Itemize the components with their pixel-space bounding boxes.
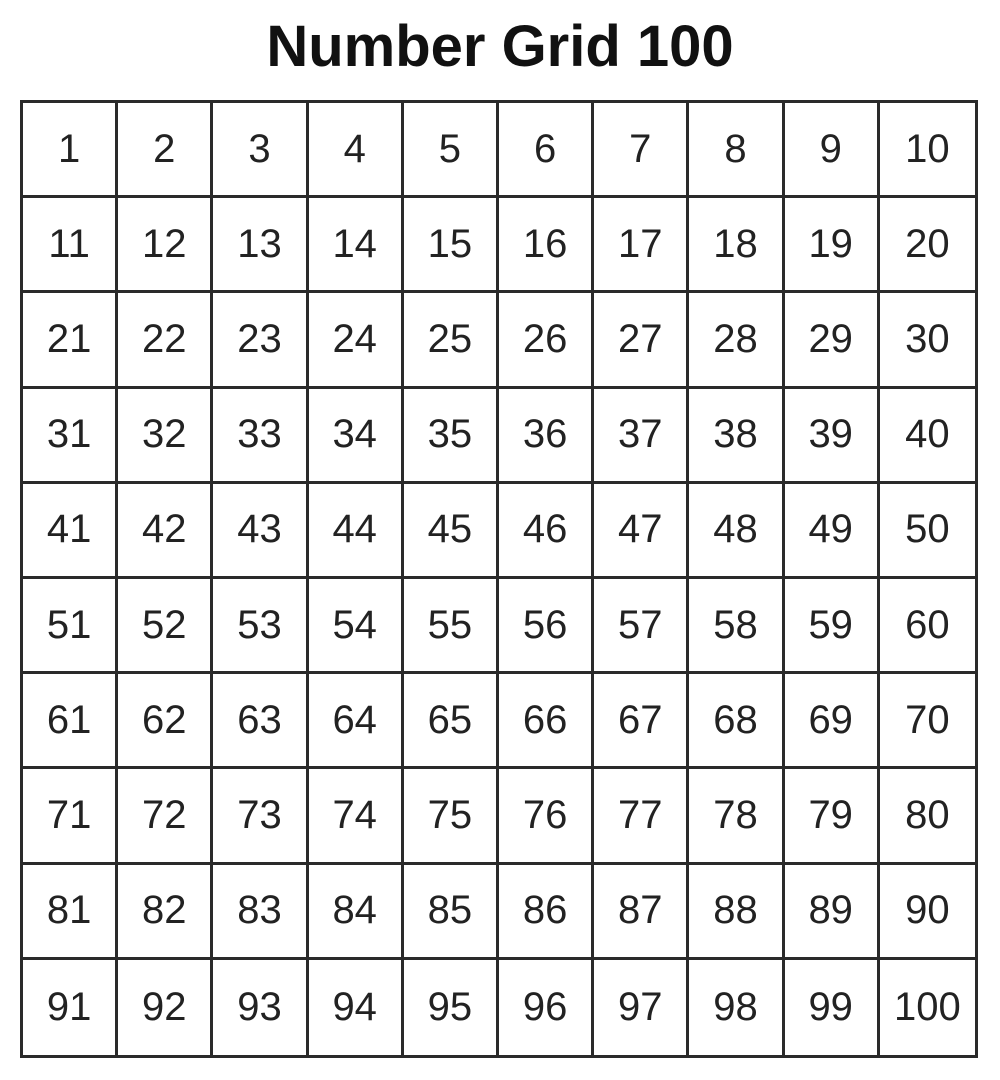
grid-cell: 96 [499, 960, 594, 1055]
page-title: Number Grid 100 [266, 14, 734, 79]
grid-cell: 91 [23, 960, 118, 1055]
grid-cell: 71 [23, 769, 118, 864]
grid-cell: 21 [23, 293, 118, 388]
grid-cell: 26 [499, 293, 594, 388]
grid-cell: 55 [404, 579, 499, 674]
grid-cell: 84 [309, 865, 404, 960]
grid-cell: 89 [785, 865, 880, 960]
grid-cell: 1 [23, 103, 118, 198]
grid-cell: 68 [689, 674, 784, 769]
grid-cell: 37 [594, 389, 689, 484]
grid-cell: 49 [785, 484, 880, 579]
grid-cell: 41 [23, 484, 118, 579]
grid-cell: 74 [309, 769, 404, 864]
grid-cell: 46 [499, 484, 594, 579]
grid-cell: 63 [213, 674, 308, 769]
grid-cell: 66 [499, 674, 594, 769]
grid-cell: 64 [309, 674, 404, 769]
grid-cell: 8 [689, 103, 784, 198]
grid-cell: 15 [404, 198, 499, 293]
grid-cell: 31 [23, 389, 118, 484]
grid-cell: 44 [309, 484, 404, 579]
grid-cell: 32 [118, 389, 213, 484]
grid-cell: 65 [404, 674, 499, 769]
grid-cell: 5 [404, 103, 499, 198]
grid-cell: 90 [880, 865, 975, 960]
grid-cell: 39 [785, 389, 880, 484]
grid-cell: 98 [689, 960, 784, 1055]
grid-cell: 67 [594, 674, 689, 769]
grid-cell: 82 [118, 865, 213, 960]
grid-cell: 23 [213, 293, 308, 388]
grid-cell: 20 [880, 198, 975, 293]
grid-cell: 85 [404, 865, 499, 960]
grid-cell: 83 [213, 865, 308, 960]
grid-cell: 88 [689, 865, 784, 960]
grid-cell: 12 [118, 198, 213, 293]
grid-cell: 16 [499, 198, 594, 293]
grid-cell: 29 [785, 293, 880, 388]
grid-cell: 36 [499, 389, 594, 484]
grid-cell: 61 [23, 674, 118, 769]
grid-cell: 35 [404, 389, 499, 484]
grid-cell: 27 [594, 293, 689, 388]
grid-cell: 81 [23, 865, 118, 960]
grid-cell: 47 [594, 484, 689, 579]
grid-cell: 59 [785, 579, 880, 674]
grid-cell: 50 [880, 484, 975, 579]
grid-cell: 52 [118, 579, 213, 674]
grid-cell: 48 [689, 484, 784, 579]
grid-cell: 87 [594, 865, 689, 960]
grid-cell: 22 [118, 293, 213, 388]
grid-cell: 60 [880, 579, 975, 674]
grid-cell: 4 [309, 103, 404, 198]
grid-cell: 42 [118, 484, 213, 579]
grid-cell: 30 [880, 293, 975, 388]
grid-cell: 53 [213, 579, 308, 674]
grid-cell: 62 [118, 674, 213, 769]
grid-cell: 18 [689, 198, 784, 293]
grid-cell: 54 [309, 579, 404, 674]
grid-cell: 24 [309, 293, 404, 388]
grid-cell: 13 [213, 198, 308, 293]
grid-cell: 43 [213, 484, 308, 579]
grid-cell: 11 [23, 198, 118, 293]
grid-cell: 99 [785, 960, 880, 1055]
grid-cell: 6 [499, 103, 594, 198]
grid-cell: 28 [689, 293, 784, 388]
grid-cell: 75 [404, 769, 499, 864]
grid-cell: 34 [309, 389, 404, 484]
grid-cell: 78 [689, 769, 784, 864]
grid-cell: 93 [213, 960, 308, 1055]
grid-cell: 79 [785, 769, 880, 864]
grid-cell: 2 [118, 103, 213, 198]
grid-cell: 3 [213, 103, 308, 198]
grid-cell: 9 [785, 103, 880, 198]
grid-cell: 17 [594, 198, 689, 293]
grid-cell: 100 [894, 984, 961, 1029]
grid-cell: 33 [213, 389, 308, 484]
grid-cell: 95 [404, 960, 499, 1055]
grid-cell: 72 [118, 769, 213, 864]
grid-cell: 69 [785, 674, 880, 769]
grid-cell: 56 [499, 579, 594, 674]
grid-cell: 92 [118, 960, 213, 1055]
grid-cell: 70 [880, 674, 975, 769]
grid-cell: 19 [785, 198, 880, 293]
grid-cell: 73 [213, 769, 308, 864]
grid-cell: 25 [404, 293, 499, 388]
grid-cell: 97 [594, 960, 689, 1055]
grid-cell: 94 [309, 960, 404, 1055]
grid-cell: 45 [404, 484, 499, 579]
grid-cell: 40 [880, 389, 975, 484]
grid-cell: 77 [594, 769, 689, 864]
number-grid [20, 100, 978, 1058]
grid-cell: 10 [880, 103, 975, 198]
grid-cell: 38 [689, 389, 784, 484]
grid-cell: 76 [499, 769, 594, 864]
grid-cell: 80 [880, 769, 975, 864]
grid-cell: 58 [689, 579, 784, 674]
grid-cell: 14 [309, 198, 404, 293]
grid-cell: 86 [499, 865, 594, 960]
grid-cell: 57 [594, 579, 689, 674]
grid-cell: 7 [594, 103, 689, 198]
grid-cell: 51 [23, 579, 118, 674]
